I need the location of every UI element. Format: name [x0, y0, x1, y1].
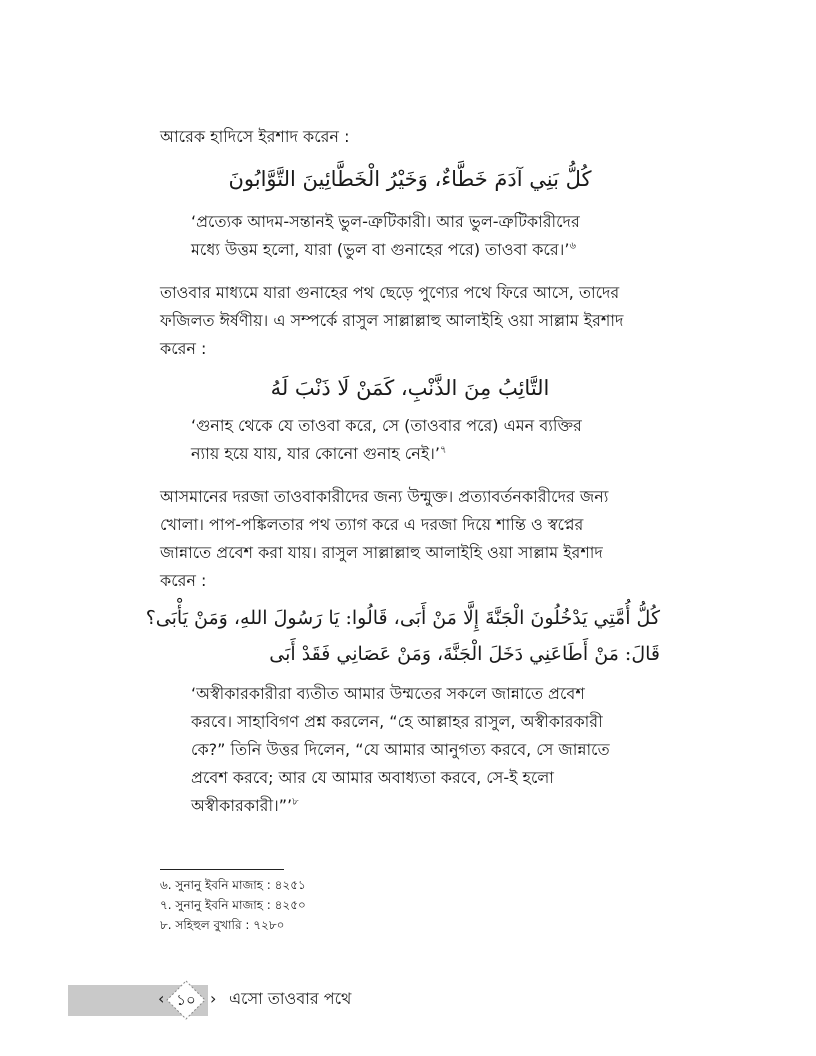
- quote-1-line-2-text: মধ্যে উত্তম হলো, যারা (ভুল বা গুনাহের পরে) তাওবা করে।’: [191, 240, 570, 259]
- footnote-6: ৬. সুনানু ইবনি মাজাহ : ৪২৫১: [160, 878, 306, 892]
- quote-3-line-5-text: অস্বীকারকারী।”’: [191, 796, 293, 815]
- paragraph-intro: আরেক হাদিসে ইরশাদ করেন :: [160, 127, 350, 146]
- footnote-7: ৭. সুনানু ইবনি মাজাহ : ৪২৫০: [160, 898, 306, 912]
- arabic-hadith-2: التَّائِبُ مِنَ الذَّنْبِ، كَمَنْ لَا ذَنْبَ لَهُ: [270, 376, 550, 400]
- paragraph-heaven-door-line-3: জান্নাতে প্রবেশ করা যায়। রাসুল সাল্লাল্লাহু আলাইহি ওয়া সাল্লাম ইরশাদ: [160, 543, 603, 562]
- quote-3-line-3: কে?” তিনি উত্তর দিলেন, “যে আমার আনুগত্য করবে, সে জান্নাতে: [191, 740, 610, 759]
- quote-3-line-2: করবে। সাহাবিগণ প্রশ্ন করলেন, “হে আল্লাহর রাসুল, অস্বীকারকারী: [191, 712, 603, 731]
- book-title: এসো তাওবার পথে: [229, 989, 352, 1008]
- arabic-hadith-1: كُلُّ بَنِي آدَمَ خَطَّاءٌ، وَخَيْرُ الْخَطَّائِينَ التَّوَّابُونَ: [228, 167, 592, 191]
- paragraph-virtue: [160, 279, 660, 363]
- quote-3-line-1: ‘অস্বীকারকারীরা ব্যতীত আমার উম্মতের সকলে জান্নাতে প্রবেশ: [191, 684, 585, 703]
- quote-2-line-1: ‘গুনাহ থেকে যে তাওবা করে, সে (তাওবার পরে) এমন ব্যক্তির: [191, 416, 582, 435]
- paragraph-virtue-line-2: ফজিলত ঈর্ষণীয়। এ সম্পর্কে রাসুল সাল্লাল্লাহু আলাইহি ওয়া সাল্লাম ইরশাদ: [160, 311, 624, 330]
- translation-quote-1: [191, 208, 636, 264]
- footnote-ref-8: ৮: [292, 796, 299, 808]
- footnote-ref-6: ৬: [569, 240, 576, 252]
- translation-quote-3: [191, 680, 636, 820]
- arabic-hadith-3-line-1: كُلُّ أُمَّتِي يَدْخُلُونَ الْجَنَّةَ إِلَّا مَنْ أَبَى، قَالُوا: يَا رَسُولَ اللهِ، وَمَنْ يَأْبَى؟: [145, 607, 660, 629]
- quote-2-line-2: [191, 440, 636, 468]
- chevron-left-icon: ‹: [158, 989, 165, 1008]
- quote-3-line-5: [191, 792, 636, 820]
- quote-1-line-1: ‘প্রত্যেক আদম-সন্তানই ভুল-ত্রুটিকারী। আর ভুল-ত্রুটিকারীদের: [191, 212, 580, 231]
- paragraph-heaven-door-line-4: করেন :: [160, 571, 207, 590]
- paragraph-virtue-line-1: তাওবার মাধ্যমে যারা গুনাহের পথ ছেড়ে পুণ্যের পথে ফিরে আসে, তাদের: [160, 283, 620, 302]
- quote-1-line-2: [191, 236, 636, 264]
- footnote-divider: [160, 869, 284, 870]
- paragraph-virtue-line-3: করেন :: [160, 339, 207, 358]
- translation-quote-2: [191, 412, 636, 468]
- quote-3-line-4: প্রবেশ করবে; আর যে আমার অবাধ্যতা করবে, সে-ই হলো: [191, 768, 554, 787]
- arabic-hadith-3-line-2: قَالَ: مَنْ أَطَاعَنِي دَخَلَ الْجَنَّةَ، وَمَنْ عَصَانِي فَقَدْ أَبَى: [269, 643, 660, 665]
- page-number: ১০: [176, 991, 196, 1009]
- footnote-8: ৮. সহিহুল বুখারি : ৭২৮০: [160, 918, 285, 932]
- paragraph-heaven-door-line-1: আসমানের দরজা তাওবাকারীদের জন্য উন্মুক্ত। প্রত্যাবর্তনকারীদের জন্য: [160, 487, 609, 506]
- footnote-ref-7: ৭: [439, 444, 447, 456]
- paragraph-heaven-door-line-2: খোলা। পাপ-পঙ্কিলতার পথ ত্যাগ করে এ দরজা দিয়ে শান্তি ও স্বপ্নের: [160, 515, 584, 534]
- paragraph-heaven-door: [160, 483, 660, 595]
- chevron-right-icon: ›: [210, 989, 217, 1008]
- quote-2-line-2-text: ন্যায় হয়ে যায়, যার কোনো গুনাহ নেই।’: [191, 444, 440, 463]
